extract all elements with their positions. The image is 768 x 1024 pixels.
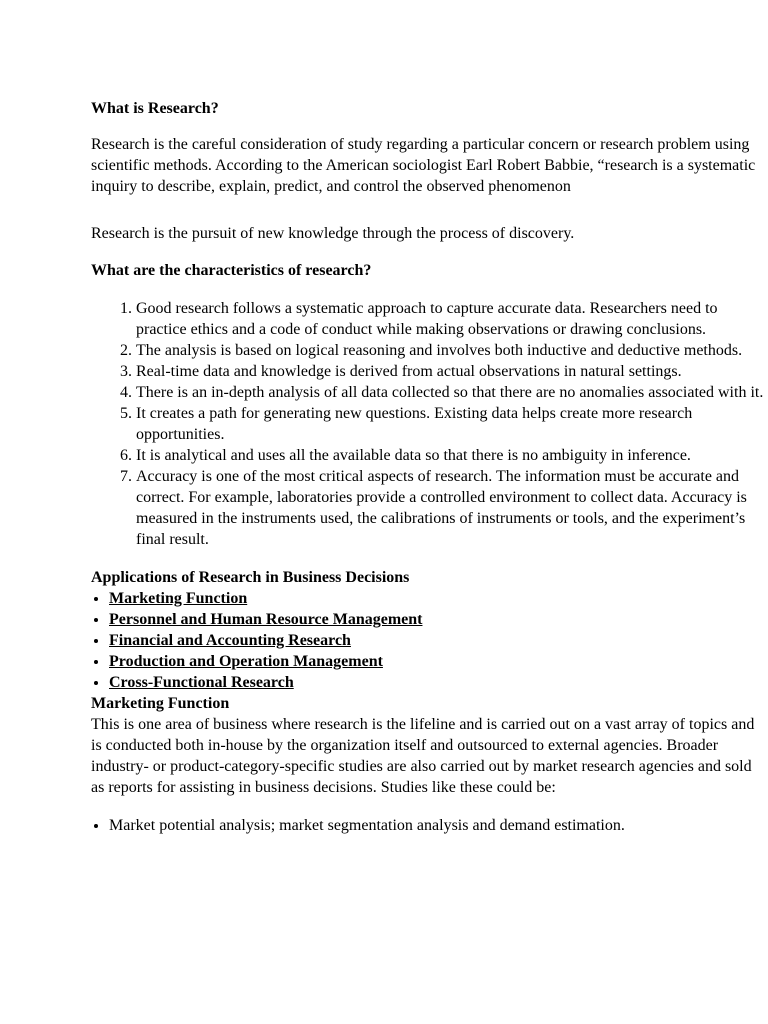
link-personnel-hr-management[interactable]: Personnel and Human Resource Management bbox=[109, 611, 423, 628]
heading-marketing-function: Marketing Function bbox=[91, 695, 230, 712]
paragraph-pursuit: Research is the pursuit of new knowledge through the process of discovery. bbox=[91, 225, 575, 242]
document-page bbox=[91, 98, 768, 836]
heading-characteristics: What are the characteristics of research? bbox=[91, 262, 372, 279]
characteristics-list bbox=[91, 298, 768, 550]
list-item: 1. Good research follows a systematic approach to capture accurate data. Researchers need to practice ethics and a code of conduct while making observations or drawing conclusions. bbox=[136, 298, 768, 340]
link-marketing-function[interactable]: Marketing Function bbox=[109, 590, 248, 607]
list-item: 3. Real-time data and knowledge is derived from actual observations in natural settings. bbox=[136, 361, 768, 382]
list-item bbox=[109, 588, 768, 609]
list-item bbox=[109, 609, 768, 630]
list-item: • Market potential analysis; market segmentation analysis and demand estimation. bbox=[109, 815, 768, 836]
list-item: 6. It is analytical and uses all the available data so that there is no ambiguity in inference. bbox=[136, 445, 768, 466]
link-production-operation-management[interactable]: Production and Operation Management bbox=[109, 653, 383, 670]
applications-list bbox=[91, 588, 768, 693]
list-item bbox=[109, 630, 768, 651]
list-item: 2. The analysis is based on logical reasoning and involves both inductive and deductive methods. bbox=[136, 340, 768, 361]
list-item bbox=[109, 651, 768, 672]
paragraph-marketing: This is one area of business where research is the lifeline and is carried out on a vast array of topics and is conducted both in-house by the organization itself and outsourced to external agencies. Broader industry- or product-category-specific studies are also carried out by market research agencies and sold as reports for assisting in business decisions. Studies like these could be: bbox=[91, 716, 755, 796]
list-item: 7. Accuracy is one of the most critical aspects of research. The information must be accurate and correct. For example, laboratories provide a controlled environment to collect data. Accuracy is measured in the instruments used, the calibrations of instruments or tools, and the experiment’s final result. bbox=[136, 466, 768, 550]
studies-list bbox=[91, 815, 768, 836]
paragraph-definition: Research is the careful consideration of study regarding a particular concern or research problem using scientific methods. According to the American sociologist Earl Robert Babbie, “research is a systematic inquiry to describe, explain, predict, and control the observed phenomenon bbox=[91, 136, 756, 195]
list-item: 5. It creates a path for generating new questions. Existing data helps create more research opportunities. bbox=[136, 403, 768, 445]
heading-applications: Applications of Research in Business Decisions bbox=[91, 569, 410, 586]
heading-what-is-research: What is Research? bbox=[91, 100, 219, 117]
link-financial-accounting-research[interactable]: Financial and Accounting Research bbox=[109, 632, 351, 649]
list-item: 4. There is an in-depth analysis of all data collected so that there are no anomalies associated with it. bbox=[136, 382, 768, 403]
link-cross-functional-research[interactable]: Cross-Functional Research bbox=[109, 674, 294, 691]
list-item bbox=[109, 672, 768, 693]
